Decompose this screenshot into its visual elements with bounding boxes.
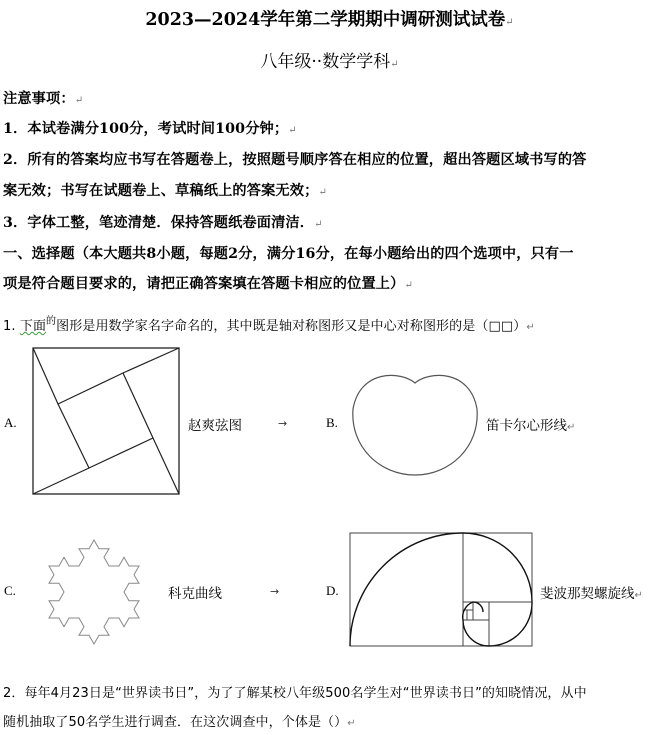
notes-heading: 注意事项：↵: [3, 91, 84, 107]
cardioid-figure: [350, 369, 480, 479]
question-2-line-2: 随机抽取了50名学生进行调查．在这次调查中，个体是（）↵: [3, 715, 356, 730]
section-heading-line-1: 一、选择题（本大题共8小题，每题2分，满分16分，在每小题给出的四个选项中，只有一: [3, 246, 574, 262]
zhao-shuang-figure: [32, 347, 182, 497]
exam-subtitle: 八年级··数学学科↵: [260, 52, 399, 72]
option-c-caption: 科克曲线: [168, 586, 222, 602]
option-a-label: A.: [4, 415, 17, 430]
note-item-2-line-2: 案无效；书写在试题卷上、草稿纸上的答案无效；↵: [3, 183, 327, 199]
option-d-caption: 斐波那契螺旋线↵: [540, 586, 643, 602]
koch-curve-figure: [22, 515, 167, 665]
option-b-label: B.: [326, 415, 338, 430]
fibonacci-spiral-figure: [349, 532, 534, 648]
koch-snowflake-outline: [49, 540, 139, 644]
question-2-line-1: 2．每年4月23日是“世界读书日”，为了了解某校八年级500名学生对“世界读书日”的知晓情况，从中: [3, 686, 587, 701]
note-item-2-line-1: 2．所有的答案均应书写在答题卷上，按照题号顺序答在相应的位置，超出答题区域书写的答: [3, 152, 587, 168]
option-c-label: C.: [4, 583, 16, 598]
option-b-caption: 笛卡尔心形线↵: [486, 418, 576, 434]
section-heading-line-2: 项是符合题目要求的，请把正确答案填在答题卡相应的位置上）↵: [3, 276, 413, 292]
option-a-caption: 赵爽弦图: [188, 418, 242, 434]
tab-arrow-icon: →: [278, 417, 288, 430]
exam-title: 2023—2024学年第二学期期中调研测试试卷↵: [145, 10, 514, 30]
option-d-label: D.: [326, 583, 339, 598]
note-item-3: 3．字体工整，笔迹清楚．保持答题纸卷面清洁．↵: [3, 215, 323, 231]
note-item-1: 1．本试卷满分100分，考试时间100分钟；↵: [3, 121, 297, 137]
question-1-stem: 1. 下面$^的$图形是用数学家名字命名的，其中既是轴对称图形又是中心对称图形的是（□□）↵: [3, 316, 535, 334]
tab-arrow-icon: →: [270, 585, 280, 598]
